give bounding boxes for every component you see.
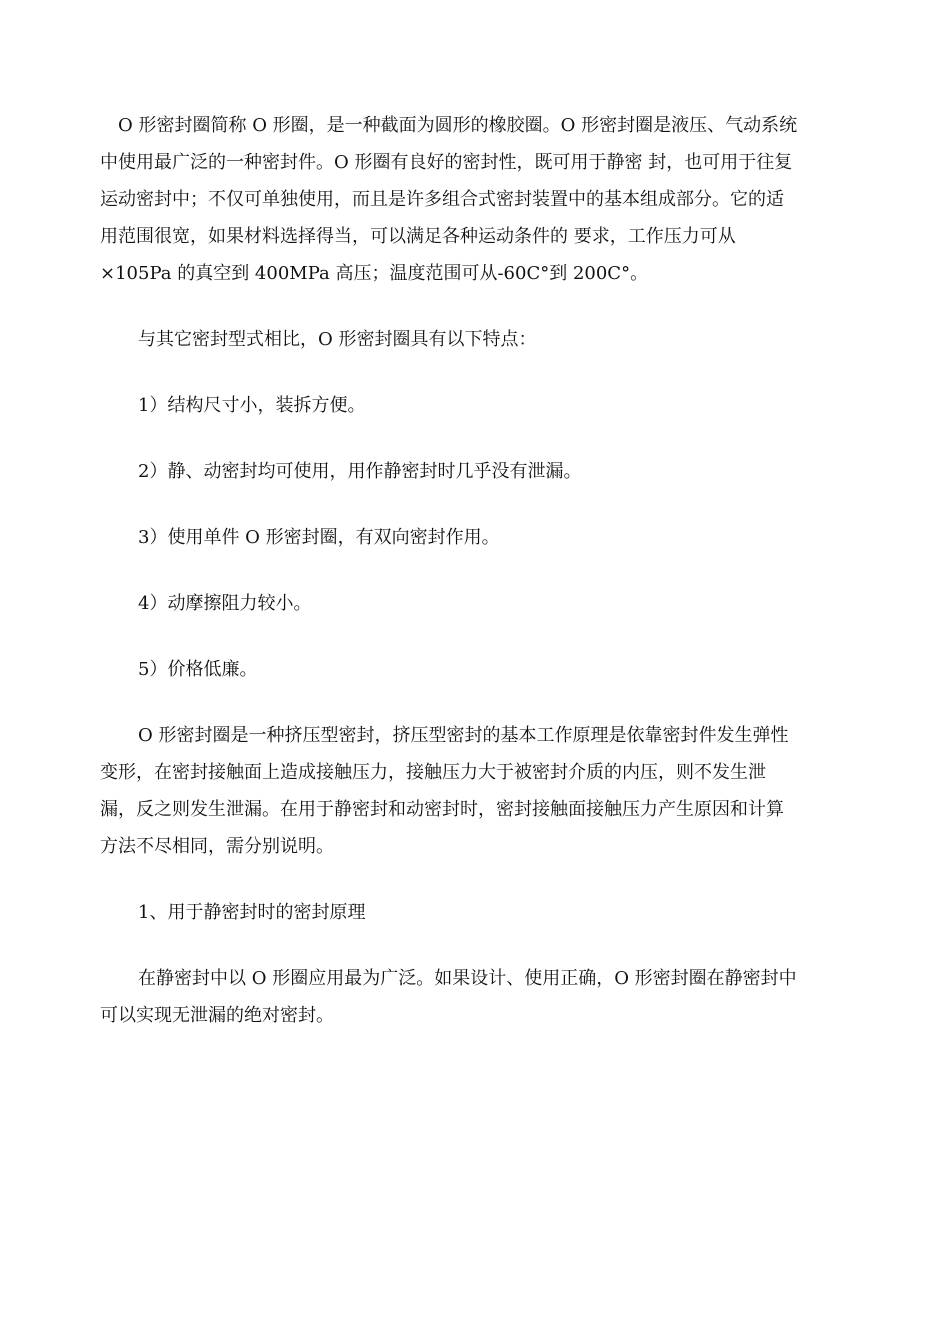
paragraph-line: 与其它密封型式相比，O 形密封圈具有以下特点： — [138, 329, 537, 350]
list-item-text: 1）结构尺寸小，装拆方便。 — [138, 395, 366, 416]
paragraph-line: O 形密封圈简称 O 形圈，是一种截面为圆形的橡胶圈。O 形密封圈是液压、气动系统 — [118, 115, 798, 136]
paragraph-line: 漏，反之则发生泄漏。在用于静密封和动密封时，密封接触面接触压力产生原因和计算 — [100, 799, 784, 820]
list-item-text: 4）动摩擦阻力较小。 — [138, 593, 312, 614]
paragraph-line: 用范围很宽，如果材料选择得当，可以满足各种运动条件的 要求，工作压力可从 — [100, 226, 736, 247]
list-item-feature-4 — [100, 585, 836, 622]
paragraph-line: 可以实现无泄漏的绝对密封。 — [100, 1005, 334, 1026]
paragraph-line: ×105Pa 的真空到 400MPa 高压；温度范围可从-60C°到 200C°。 — [100, 263, 649, 284]
paragraph-principle — [100, 717, 836, 865]
paragraph-line: 变形，在密封接触面上造成接触压力，接触压力大于被密封介质的内压，则不发生泄 — [100, 762, 766, 783]
paragraph-line: 在静密封中以 O 形圈应用最为广泛。如果设计、使用正确，O 形密封圈在静密封中 — [138, 968, 797, 989]
section-heading-text: 1、用于静密封时的密封原理 — [138, 902, 366, 923]
paragraph-line: O 形密封圈是一种挤压型密封，挤压型密封的基本工作原理是依靠密封件发生弹性 — [138, 725, 789, 746]
list-item-text: 5）价格低廉。 — [138, 659, 258, 680]
paragraph-static-seal — [100, 960, 836, 1034]
list-item-feature-1 — [100, 387, 836, 424]
paragraph-intro — [100, 107, 836, 292]
list-item-feature-3 — [100, 519, 836, 556]
paragraph-line: 中使用最广泛的一种密封件。O 形圈有良好的密封性，既可用于静密 封，也可用于往复 — [100, 152, 793, 173]
paragraph-line: 运动密封中；不仅可单独使用，而且是许多组合式密封装置中的基本组成部分。它的适 — [100, 189, 784, 210]
paragraph-features-intro — [100, 321, 836, 358]
list-item-text: 2）静、动密封均可使用，用作静密封时几乎没有泄漏。 — [138, 461, 582, 482]
section-heading-static-seal — [100, 894, 836, 931]
document-body — [100, 107, 836, 1063]
list-item-feature-5 — [100, 651, 836, 688]
list-item-feature-2 — [100, 453, 836, 490]
list-item-text: 3）使用单件 O 形密封圈，有双向密封作用。 — [138, 527, 500, 548]
paragraph-line: 方法不尽相同，需分别说明。 — [100, 836, 334, 857]
